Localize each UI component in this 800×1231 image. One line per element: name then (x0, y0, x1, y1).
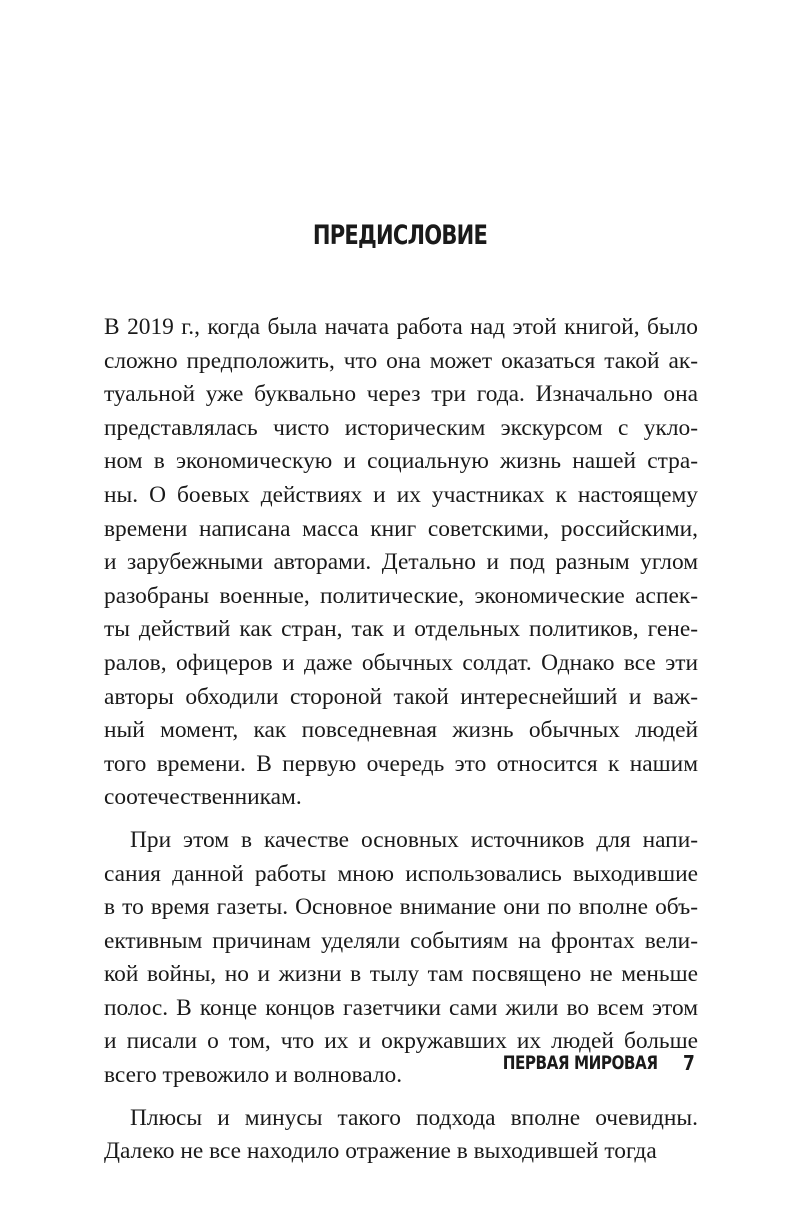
body-text (104, 311, 698, 1169)
text-line: соотечественникам. (104, 784, 302, 811)
text-line: и зарубежными авторами. Детально и под разным углом (104, 549, 698, 576)
paragraph (104, 1102, 698, 1169)
text-line: Плюсы и минусы такого подхода вполне очевидны. (130, 1104, 698, 1131)
text-line: сания данной работы мною использовались выходившие (104, 860, 698, 887)
text-line: кой войны, но и жизни в тылу там посвящено не меньше (104, 961, 698, 988)
page-number: 7 (683, 1051, 695, 1075)
text-line: и писали о том, что их и окружавших их людей больше (104, 1028, 698, 1055)
text-line: полос. В конце концов газетчики сами жили во всем этом (104, 994, 698, 1021)
page-footer (0, 1050, 800, 1080)
text-line: всего тревожило и волновало. (104, 1062, 403, 1089)
text-line: того времени. В первую очередь это относится к нашим (104, 750, 698, 777)
text-line: разобраны военные, политические, экономические аспек- (104, 582, 698, 609)
text-line: сложно предположить, что она может оказаться такой ак- (104, 347, 698, 374)
text-line: ективным причинам уделяли событиям на фронтах вели- (104, 927, 698, 954)
text-line: времени написана масса книг советскими, российскими, (104, 515, 698, 542)
text-line: в то время газеты. Основное внимание они по вполне объ- (104, 894, 698, 921)
text-line: При этом в качестве основных источников для напи- (130, 826, 698, 853)
text-line: авторы обходили стороной такой интереснейший и важ- (104, 683, 698, 710)
text-line: ты действий как стран, так и отдельных политиков, гене- (104, 616, 698, 643)
paragraph (104, 311, 698, 815)
text-line: представлялась чисто историческим экскурсом с укло- (104, 414, 698, 441)
chapter-title: ПРЕДИСЛОВИЕ (312, 220, 488, 251)
text-line: ралов, офицеров и даже обычных солдат. Однако все эти (104, 649, 698, 676)
text-line: ном в экономическую и социальную жизнь нашей стра- (104, 448, 698, 475)
text-line: ны. О боевых действиях и их участниках к настоящему (104, 481, 698, 508)
running-head: ПЕРВАЯ МИРОВАЯ (503, 1052, 658, 1074)
text-line: Далеко не все находило отражение в выходившей тогда (104, 1138, 657, 1165)
text-line: В 2019 г., когда была начата работа над этой книгой, было (104, 314, 698, 340)
text-line: туальной уже буквально через три года. Изначально она (104, 381, 698, 408)
text-line: ный момент, как повседневная жизнь обычных людей (104, 717, 698, 744)
